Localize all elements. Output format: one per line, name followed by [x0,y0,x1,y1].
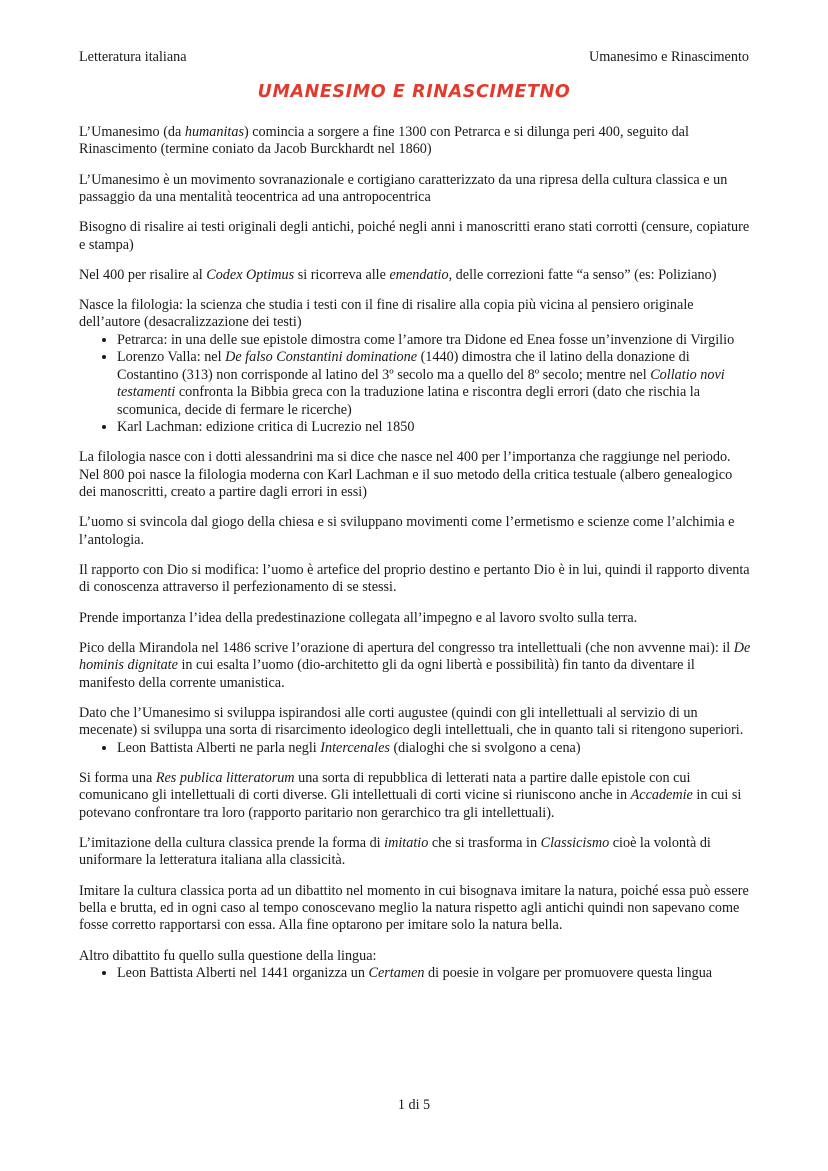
paragraph [79,514,751,549]
italic-text: imitatio [384,834,429,851]
paragraph [79,640,751,692]
paragraph [79,172,751,207]
document-body [79,124,751,995]
text-run: confronta la Bibbia greca con la traduzione latina e riscontra degli errori (dato che rischia la scomunica, decide di fermare le ricerche) [117,384,701,418]
text-run: Petrarca: in una delle sue epistole dimostra come l’amore tra Didone ed Enea fosse un’invenzione di Virgilio [117,332,735,349]
text-run: Nel 400 per risalire al [79,266,207,283]
italic-text: Accademie [630,787,693,804]
text-run: Altro dibattito fu quello sulla questione della lingua: [79,947,377,964]
italic-text: Collatio novi testamenti [117,366,725,401]
paragraph [79,835,751,870]
italic-text: humanitas [184,124,244,140]
paragraph [79,705,751,740]
paragraph [79,124,751,159]
header-topic: Umanesimo e Rinascimento [589,49,749,65]
text-run: cioè la volontà di uniformare la letteratura italiana alla classicità. [79,834,711,869]
paragraph [79,297,751,332]
list-item [117,419,751,436]
bullet-list-filologia [79,332,751,436]
text-run: L’Umanesimo (da [79,124,185,140]
italic-text: De hominis dignitate [79,639,751,674]
paragraph [79,267,751,284]
text-run: una sorta di repubblica di letterati nata a partire dalle epistole con cui comunicano gli intellettuali di corti diverse. Gli intellettuali di corti vicine si riuniscono anche in [79,769,691,804]
italic-text: emendatio [389,266,449,283]
text-run: Pico della Mirandola nel 1486 scrive l’orazione di apertura del congresso tra intellettuali (che non avvenne mai): il [79,639,734,656]
italic-text: Codex Optimus [206,266,295,283]
list-item [117,332,751,349]
paragraph [79,449,751,501]
text-run: (1440) dimostra che il latino della donazione di Costantino (313) non corrisponde al latino del 3º secolo ma a quello del 8º secolo; mentre nel [117,349,690,383]
italic-text: Intercenales [320,739,390,756]
text-run: L’Umanesimo è un movimento sovranazionale e cortigiano caratterizzato da una ripresa della cultura classica e un passaggio da una mentalità teocentrica ad una antropocentrica [79,171,728,206]
text-run: L’imitazione della cultura classica prende la forma di [79,834,385,851]
page-title: UMANESIMO E RINASCIMETNO [257,82,571,102]
text-run: Karl Lachman: edizione critica di Lucrezio nel 1850 [117,419,415,436]
text-run: La filologia nasce con i dotti alessandrini ma si dice che nasce nel 400 per l’importanza che raggiunge nel periodo. Nel 800 poi nasce la filologia moderna con Karl Lachman e il suo metodo della critica testuale (albero genealogico dei manoscritti, creato a partire dagli errori in essi) [79,449,733,501]
paragraph [79,562,751,597]
paragraph [79,770,751,822]
text-run: in cui esalta l’uomo (dio-architetto gli da ogni libertà e possibilità) fin tanto da diventare il manifesto della corrente umanistica. [79,657,695,691]
italic-text: Certamen [368,965,425,982]
text-run: Lorenzo Valla: nel [117,349,226,366]
text-run: Prende importanza l’idea della predestinazione collegata all’impegno e al lavoro svolto sulla terra. [79,609,638,626]
text-run: Bisogno di risalire ai testi originali degli antichi, poiché negli anni i manoscritti erano stati corrotti (censure, copiature e stampa) [79,219,750,253]
list-item [117,740,751,757]
text-run: Imitare la cultura classica porta ad un dibattito nel momento in cui bisognava imitare la natura, poiché essa può essere bella e brutta, ed in ogni caso al tempo conoscevano meglio la natura rispetto agli antichi quindi non sapevano come fosse corretto rapportarsi con essa. Alla fine optarono per imitare solo la natura bella. [79,882,749,934]
page-number: 1 di 5 [397,1097,431,1113]
bullet-list-alberti [79,740,751,757]
text-run: , delle correzioni fatte “a senso” (es: Poliziano) [448,266,717,283]
paragraph [79,883,751,935]
text-run: Dato che l’Umanesimo si sviluppa ispirandosi alle corti augustee (quindi con gli intellettuali al servizio di un mecenate) si sviluppa una sorta di risarcimento ideologico degli intellettuali, che in quanto tali si ritengono superiori. [79,704,744,739]
text-run: (dialoghi che si svolgono a cena) [389,739,581,756]
bullet-list-lingua [79,965,751,982]
text-run: Leon Battista Alberti nel 1441 organizza un [117,965,369,982]
italic-text: Classicismo [540,834,610,851]
text-run: che si trasforma in [428,834,541,851]
text-run: di poesie in volgare per promuovere questa lingua [424,965,713,982]
text-run: in cui si potevano confrontare tra loro (rapporto paritario non gerarchico tra gli intellettuali). [79,787,742,821]
text-run: Nasce la filologia: la scienza che studia i testi con il fine di risalire alla copia più vicina al pensiero originale dell’autore (desacralizzazione dei testi) [79,297,694,331]
text-run: Leon Battista Alberti ne parla negli [117,739,321,756]
header-subject: Letteratura italiana [79,49,187,65]
text-run: Il rapporto con Dio si modifica: l’uomo è artefice del proprio destino e pertanto Dio è in lui, quindi il rapporto diventa di conoscenza attraverso il perfezionamento di se stessi. [79,561,750,596]
text-run: Si forma una [79,769,156,786]
italic-text: Res publica litteratorum [155,769,295,786]
italic-text: De falso Constantini dominatione [225,349,418,366]
text-run: L’uomo si svincola dal giogo della chiesa e si sviluppano movimenti come l’ermetismo e scienze come l’alchimia e l’antologia. [79,514,735,548]
paragraph [79,948,751,965]
list-item [117,349,751,419]
text-run: si ricorreva alle [294,266,390,283]
text-run: ) comincia a sorgere a fine 1300 con Petrarca e si dilunga peri 400, seguito dal Rinascimento (termine coniato da Jacob Burckhardt nel 1860) [79,124,689,158]
paragraph [79,219,751,254]
list-item [117,965,751,982]
paragraph [79,610,751,627]
